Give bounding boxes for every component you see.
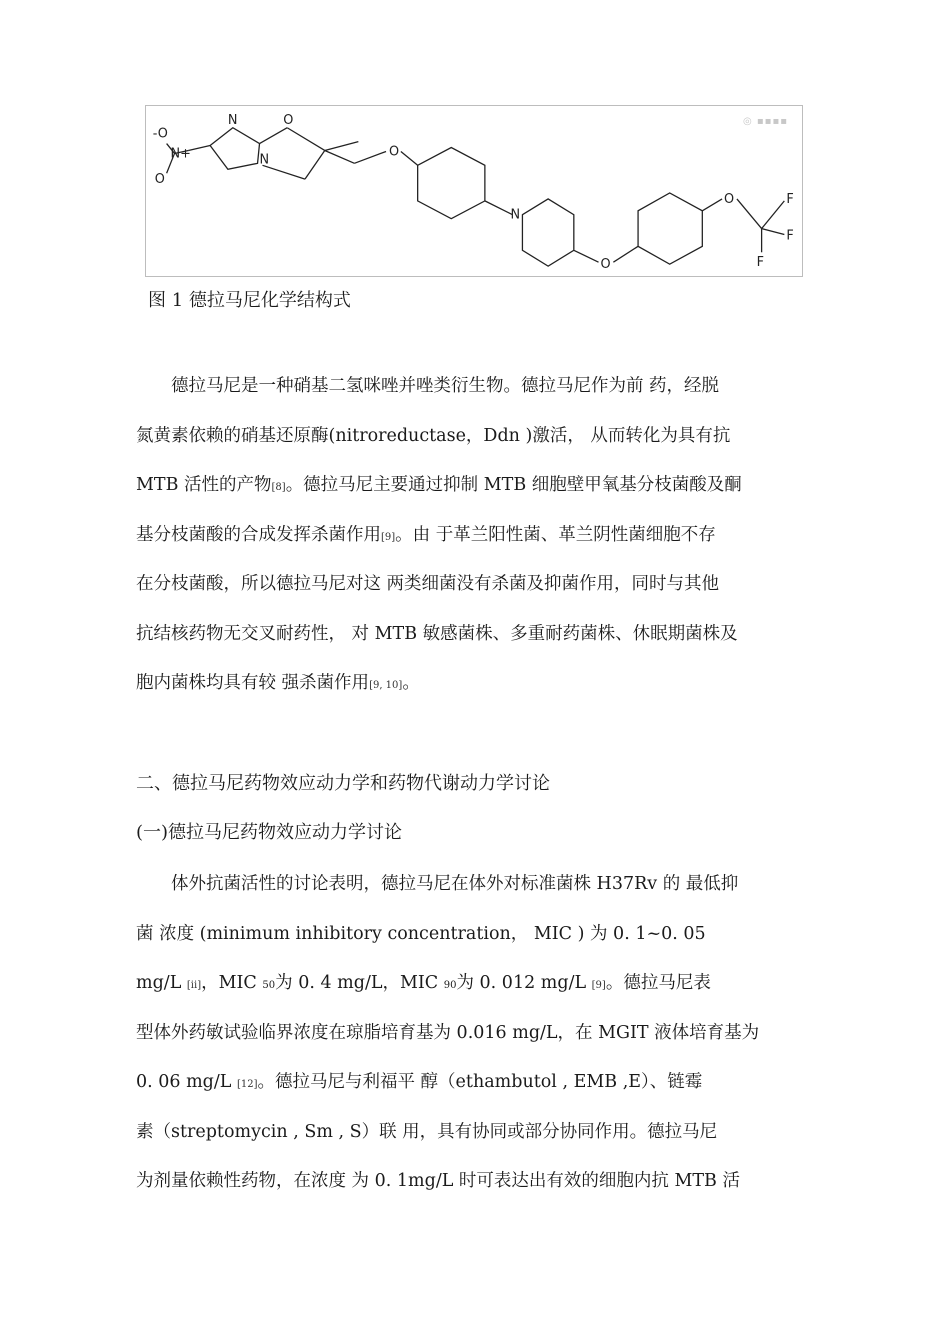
- paragraph-line: 体外抗菌活性的讨论表明，德拉马尼在体外对标准菌株 H37Rv 的 最低抑: [171, 874, 739, 894]
- paragraph-intro: [136, 362, 826, 709]
- paragraph-line: 素（streptomycin , Sm , S）联 用，具有协同或部分协同作用。德拉马尼: [136, 1121, 718, 1142]
- paragraph-line: 抗结核药物无交叉耐药性， 对 MTB 敏感菌株、多重耐药菌株、休眠期菌株及: [136, 623, 738, 644]
- chemical-structure-figure: [145, 105, 803, 277]
- citation-ref: [9, 10]: [369, 680, 403, 691]
- delamanid-structure-svg: [146, 106, 802, 276]
- citation-ref: [9]: [591, 980, 606, 991]
- paragraph-line: 德拉马尼是一种硝基二氢咪唑并唑类衍生物。德拉马尼作为前 药，经脱: [171, 376, 720, 396]
- paragraph-line: 胞内菌株均具有较 强杀菌作用[9, 10]。: [136, 673, 420, 693]
- atom-label-o-nitro: O: [154, 172, 165, 188]
- atom-label-f3: F: [756, 255, 765, 271]
- atom-label-o-minus: -O: [152, 126, 168, 142]
- paragraph-line: mg/L [ii]，MIC 50为 0. 4 mg/L，MIC 90为 0. 012 mg/L [9]。德拉马尼表: [136, 973, 711, 993]
- subscript: 90: [443, 980, 457, 991]
- atom-label-o-ring: O: [283, 112, 294, 128]
- subsection-heading: (一)德拉马尼药物效应动力学讨论: [136, 822, 403, 843]
- citation-ref: [8]: [271, 482, 286, 493]
- figure-caption: 图 1 德拉马尼化学结构式: [148, 290, 351, 311]
- paragraph-pharmacodynamics: [136, 860, 826, 1207]
- section-heading: 二、德拉马尼药物效应动力学和药物代谢动力学讨论: [136, 773, 550, 794]
- paragraph-line: 基分枝菌酸的合成发挥杀菌作用[9]。由 于革兰阳性菌、革兰阴性菌细胞不存: [136, 524, 716, 545]
- atom-label-f1: F: [786, 191, 794, 207]
- atom-label-n-bridge: N: [259, 152, 270, 168]
- atom-label-o-ether1: O: [389, 144, 400, 160]
- citation-ref: [ii]: [186, 980, 202, 991]
- paragraph-line: 氮黄素依赖的硝基还原酶(nitroreductase，Ddn )激活， 从而转化为具有抗: [136, 425, 731, 446]
- atom-label-o-ether3: O: [724, 191, 735, 207]
- paragraph-line: 型体外药敏试验临界浓度在琼脂培育基为 0.016 mg/L，在 MGIT 液体培育基为: [136, 1022, 760, 1043]
- citation-ref: [12]: [236, 1079, 258, 1090]
- citation-ref: [9]: [381, 531, 396, 543]
- atom-label-n-ring: N: [227, 112, 238, 128]
- atom-label-o-ether2: O: [600, 257, 611, 273]
- subscript: 50: [262, 980, 276, 991]
- atom-label-n-plus: N+: [170, 146, 191, 162]
- paragraph-line: 在分枝菌酸，所以德拉马尼对这 两类细菌没有杀菌及抑菌作用，同时与其他: [136, 574, 720, 594]
- atom-label-f2: F: [786, 228, 794, 244]
- paragraph-line: 0. 06 mg/L [12]。德拉马尼与利福平 醇（ethambutol , EMB ,E）、链霉: [136, 1072, 703, 1092]
- atom-label-n-piperidine: N: [510, 207, 521, 223]
- paragraph-line: 为剂量依赖性药物，在浓度 为 0. 1mg/L 时可表达出有效的细胞内抗 MTB 活: [136, 1171, 740, 1191]
- paragraph-line: 菌 浓度 (minimum inhibitory concentration， MIC ) 为 0. 1~0. 05: [136, 923, 706, 944]
- paragraph-line: MTB 活性的产物[8]。德拉马尼主要通过抑制 MTB 细胞壁甲氧基分枝菌酸及酮: [136, 475, 742, 495]
- watermark-logo: ◎ ▪▪▪▪: [742, 116, 788, 127]
